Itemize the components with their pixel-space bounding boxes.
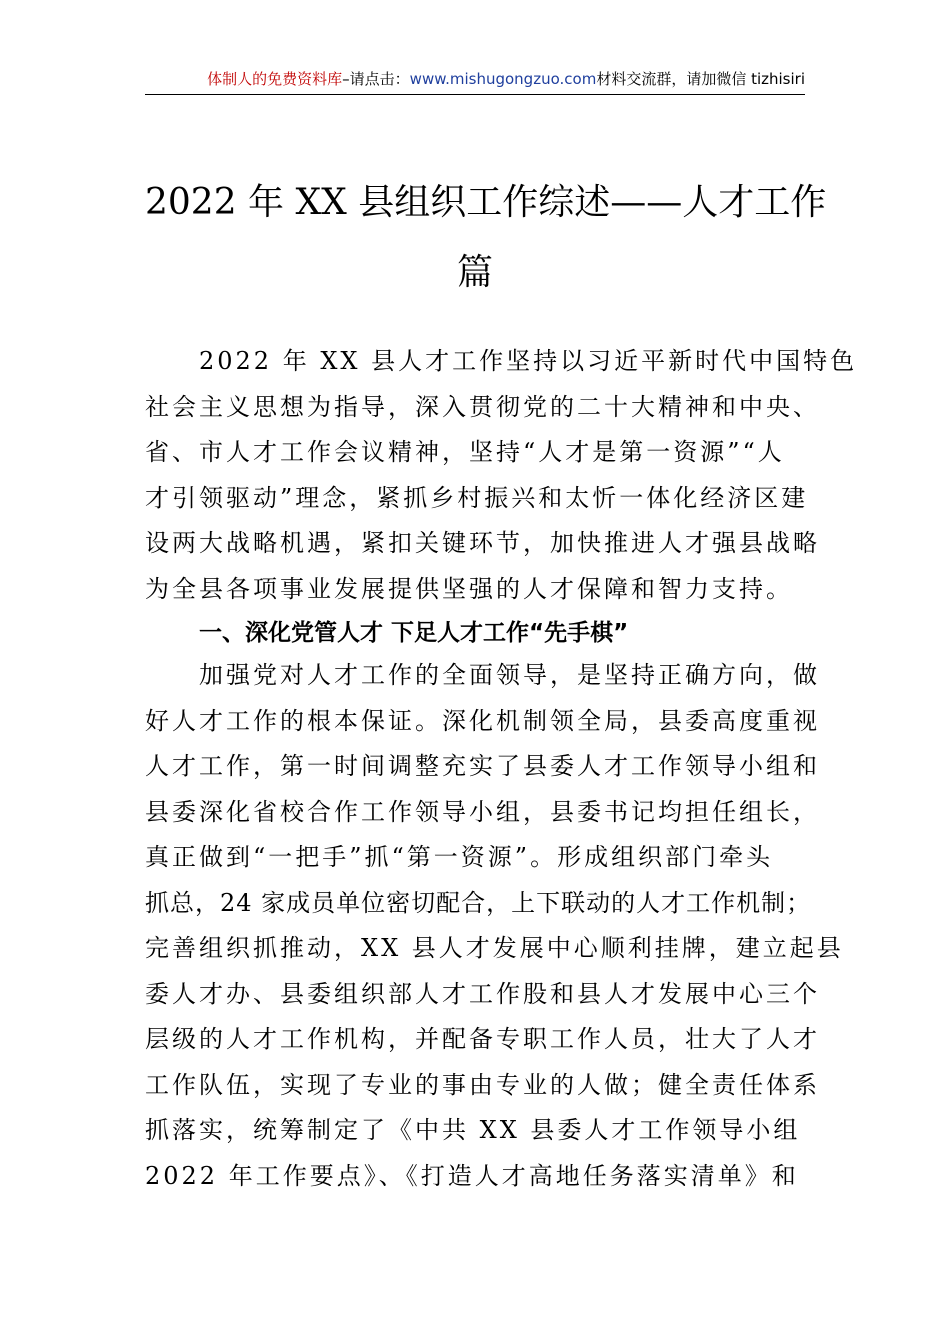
paragraph-line: 县委深化省校合作工作领导小组，县委书记均担任组长， [145,797,820,826]
paragraph-line: 才引领驱动”理念，紧抓乡村振兴和太忻一体化经济区建 [145,483,809,512]
paragraph-line: 层级的人才工作机构，并配备专职工作人员，壮大了人才 [145,1025,820,1053]
section-heading-1: 一、深化党管人才 下足人才工作“先手棋” [199,620,629,646]
title-line-2: 篇 [456,252,493,293]
document-title [145,168,827,308]
page-header [145,64,805,95]
paragraph-line: 省、市人才工作会议精神，坚持“人才是第一资源”“人 [145,438,785,466]
header-site-name: 体制人的免费资料库 [207,70,343,88]
paragraph-line: 社会主义思想为指导，深入贯彻党的二十大精神和中央、 [145,392,820,421]
paragraph-line: 工作队伍，实现了专业的事由专业的人做；健全责任体系 [145,1070,820,1099]
paragraph-line: 好人才工作的根本保证。深化机制领全局，县委高度重视 [145,706,820,735]
paragraph-line: 人才工作，第一时间调整充实了县委人才工作领导小组和 [145,752,820,780]
header-click-prompt: –请点击： [342,70,410,88]
section1-paragraph [145,653,844,1199]
intro-paragraph [145,339,858,612]
paragraph-line: 抓总，24 家成员单位密切配合，上下联动的人才工作机制； [145,888,812,917]
paragraph-line: 2022 年 XX 县人才工作坚持以习近平新时代中国特色 [199,347,858,375]
paragraph-line: 真正做到“一把手”抓“第一资源”。形成组织部门牵头 [145,843,774,871]
title-line-1: 2022 年 XX 县组织工作综述——人才工作 [145,182,827,223]
paragraph-line: 加强党对人才工作的全面领导，是坚持正确方向，做 [199,661,820,689]
paragraph-line: 设两大战略机遇，紧扣关键环节，加快推进人才强县战略 [145,529,820,557]
paragraph-line: 2022 年工作要点》、《打造人才高地任务落实清单》和 [145,1161,799,1190]
header-link[interactable]: www.mishugongzuo.com [409,70,597,88]
paragraph-line: 完善组织抓推动，XX 县人才发展中心顺利挂牌，建立起县 [145,934,844,962]
paragraph-line: 抓落实，统筹制定了《中共 XX 县委人才工作领导小组 [145,1116,801,1144]
paragraph-line: 委人才办、县委组织部人才工作股和县人才发展中心三个 [145,979,820,1008]
header-wechat-note: 材料交流群，请加微信 tizhisiri [596,70,805,88]
paragraph-line: 为全县各项事业发展提供坚强的人才保障和智力支持。 [145,574,793,603]
